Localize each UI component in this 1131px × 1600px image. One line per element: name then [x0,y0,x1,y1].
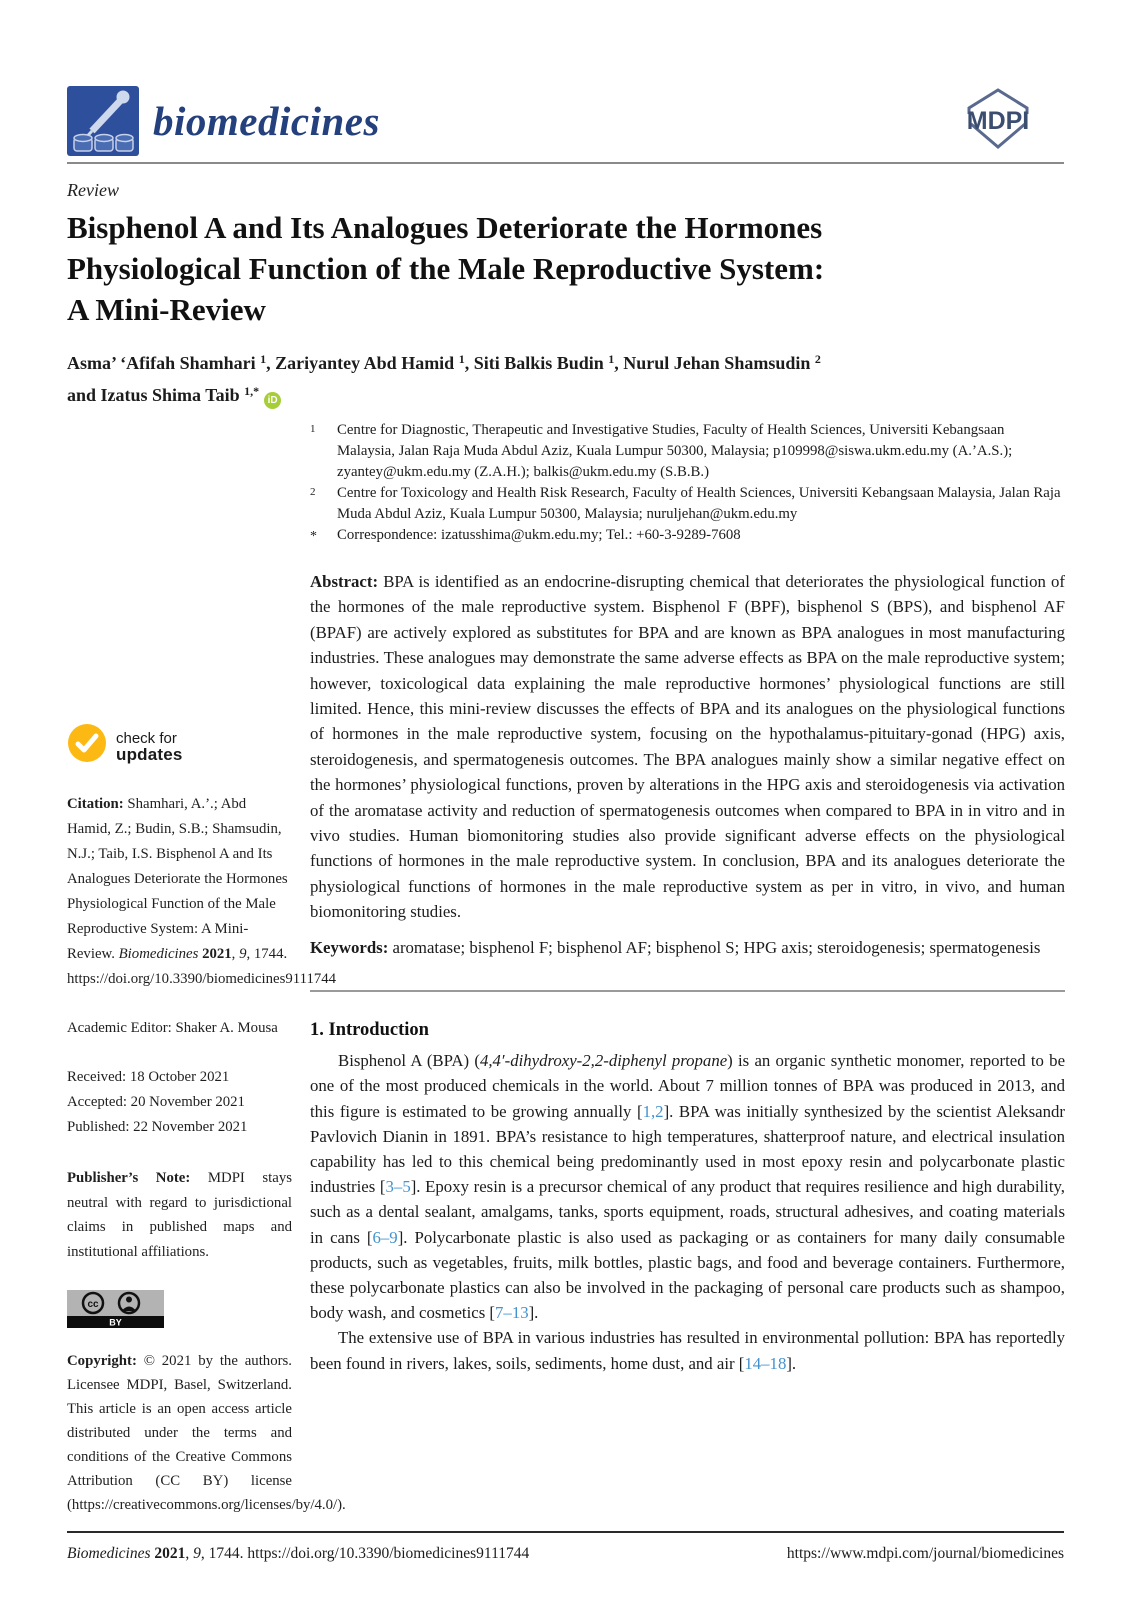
affiliation-text: Centre for Toxicology and Health Risk Research, Faculty of Health Sciences, Universiti Kebangsaan Malaysia, Jalan Raja Muda Abdul Aziz, Kuala Lumpur 50300, Malaysia; nuruljehan@ukm.edu.my [337,485,1061,522]
footer-citation: Biomedicines 2021, 9, 1744. https://doi.org/10.3390/biomedicines9111744 [67,1545,530,1562]
correspondence-marker: * [310,529,317,544]
check-circle-icon [67,723,107,772]
published-date: Published: 22 November 2021 [67,1119,248,1135]
footer-journal-url[interactable]: https://www.mdpi.com/journal/biomedicines [786,1545,1064,1562]
affiliation-item [310,420,1065,483]
journal-name: biomedicines [153,98,380,144]
affiliation-item [310,483,1065,525]
citation-ref-link[interactable]: 1,2 [642,1101,664,1121]
check-for-updates-button[interactable] [67,723,217,772]
article-title: Bisphenol A and Its Analogues Deteriorate the Hormones Physiological Function of the Male Reproductive System: A Mini-Review [67,210,825,327]
intro-paragraph-1: Bisphenol A (BPA) (4,4′-dihydroxy-2,2-diphenyl propane) is an organic synthetic monomer, reported to be one of the most produced chemicals in the world. About 7 million tonnes of BPA was produced in 2013, and this figure is estimated to be growing annually [1,2]. BPA was initially synthesized by the scientist Aleksandr Pavlovich Dianin in 1891. BPA’s resistance to high temperatures, shatterproof nature, and electrical insulation capability has led to this chemical being predominantly used in most epoxy resin and polycarbonate plastic industries [3–5]. Epoxy resin is a precursor chemical of any product that requires resilience and high durability, such as a dental sealant, amalgams, tanks, sports equipment, roads, structural adhesives, and coating materials in cans [6–9]. Polycarbonate plastic is also used as packaging or as containers for many daily consumable products, such as vegetables, fruits, milk bottles, plastic bags, and food and beverage containers. Furthermore, these polycarbonate plastics can also be involved in the packaging of personal care products such as shampoo, body wash, and cosmetics [7–13]. [310,1051,1066,1323]
correspondence-text: Correspondence: izatusshima@ukm.edu.my; Tel.: +60-3-9289-7608 [337,527,741,543]
authors-text: Asma’ ‘Afifah Shamhari $^1$, Zariyantey Abd Hamid $^1$, Siti Balkis Budin $^1$, Nurul Jehan Shamsudin $^2$ and Izatus Shima Taib $^{1,*}$ [67,352,821,405]
authors-line [67,345,977,409]
article-meta-sidebar [67,723,346,1517]
accepted-date: Accepted: 20 November 2021 [67,1094,245,1110]
affiliation-marker: 1 [310,423,316,435]
keywords-paragraph: Keywords: aromatase; bisphenol F; bisphenol AF; bisphenol S; HPG axis; steroidogenesis; spermatogenesis [310,937,1041,957]
abstract-paragraph: Abstract: BPA is identified as an endocrine-disrupting chemical that deteriorates the physiological function of the hormones of the male reproductive system. Bisphenol F (BPF), bisphenol S (BPS), and bisphenol AF (BPAF) are actively explored as substitutes for BPA and are known as BPA analogues in most manufacturing industries. These analogues may demonstrate the same adverse effects as BPA on the male reproductive system; however, toxicological data explaining the male reproductive hormones’ physiological functions are still limited. Hence, this mini-review discusses the effects of BPA and its analogues on the physiological functions of hormones in the male reproductive system, focusing on the hypothalamus-pituitary-gonad (HPG) axis, steroidogenesis, and spermatogenesis outcomes. The BPA analogues mainly show a similar negative effect on the hormones’ physiological functions, proven by alterations in the HPG axis and steroidogenesis via activation of the aromatase activity and reduction of spermatogenesis outcomes when compared to BPA in in vitro and in vivo studies. Human biomonitoring studies also provide significant adverse effects on the physiological functions of hormones in the male reproductive system. In conclusion, BPA and its analogues deteriorate the physiological functions of hormones in the male reproductive system as per in vitro, in vivo, and human biomonitoring studies. [310,572,1066,922]
citation-ref-link[interactable]: 3–5 [385,1177,411,1197]
article-type-label: Review [67,180,119,200]
intro-paragraph-2: The extensive use of BPA in various industries has resulted in environmental pollution: BPA has reportedly been found in rivers, lakes, soils, sediments, home dust, and air [14–18]. [310,1328,1065,1373]
section-divider [310,990,1065,992]
introduction-heading: 1. Introduction [310,1020,429,1041]
footer-divider [67,1531,1064,1533]
affiliations-list [310,420,1065,546]
biomedicines-logo-icon [67,86,139,156]
page-footer [67,1545,1064,1563]
check-for-updates-line2: updates [116,745,183,764]
cc-icon: cc [87,1299,99,1310]
publisher-note: Publisher’s Note: MDPI stays neutral with regard to jurisdictional claims in published maps and institutional affiliations. [67,1170,293,1260]
header-divider [67,162,1064,164]
copyright-notice: Copyright: © 2021 by the authors. Licensee MDPI, Basel, Switzerland. This article is an open access article distributed under the terms and conditions of the Creative Commons Attribution (CC BY) license (https://creativecommons.org/licenses/by/4.0/). [67,1353,346,1513]
check-for-updates-line1: check for [116,730,177,747]
affiliation-item [310,525,1065,546]
person-icon [126,1297,132,1303]
citation-text: Citation: Shamhari, A.’.; Abd Hamid, Z.; Budin, S.B.; Shamsudin, N.J.; Taib, I.S. Bisphenol A and Its Analogues Deteriorate the Hormones Physiological Function of the Male Reproductive System: A Mini-Review. Biomedicines 2021, 9, 1744. https://doi.org/10.3390/biomedicines9111744 [67,796,337,987]
citation-ref-link[interactable]: 6–9 [372,1227,398,1247]
mdpi-logo[interactable] [960,84,1036,159]
affiliation-marker: 2 [310,486,316,498]
article-body-column [310,420,1065,1376]
article-dates [67,1065,292,1140]
mdpi-logo-text: MDPI [966,107,1030,135]
citation-ref-link[interactable]: 7–13 [495,1303,529,1323]
orcid-icon[interactable]: iD [264,392,281,409]
cc-by-license-badge[interactable] [67,1290,292,1337]
academic-editor: Academic Editor: Shaker A. Mousa [67,1020,278,1036]
journal-logo[interactable] [67,86,380,156]
received-date: Received: 18 October 2021 [67,1069,230,1085]
cc-by-label: BY [109,1317,122,1328]
affiliation-text: Centre for Diagnostic, Therapeutic and Investigative Studies, Faculty of Health Sciences, Universiti Kebangsaan Malaysia, Jalan Raja Muda Abdul Aziz, Kuala Lumpur 50300, Malaysia; p109998@siswa.ukm.edu.my (A.’A.S.); zyantey@ukm.edu.my (Z.A.H.); balkis@ukm.edu.my (S.B.B.) [337,422,1013,480]
citation-ref-link[interactable]: 14–18 [744,1353,787,1373]
